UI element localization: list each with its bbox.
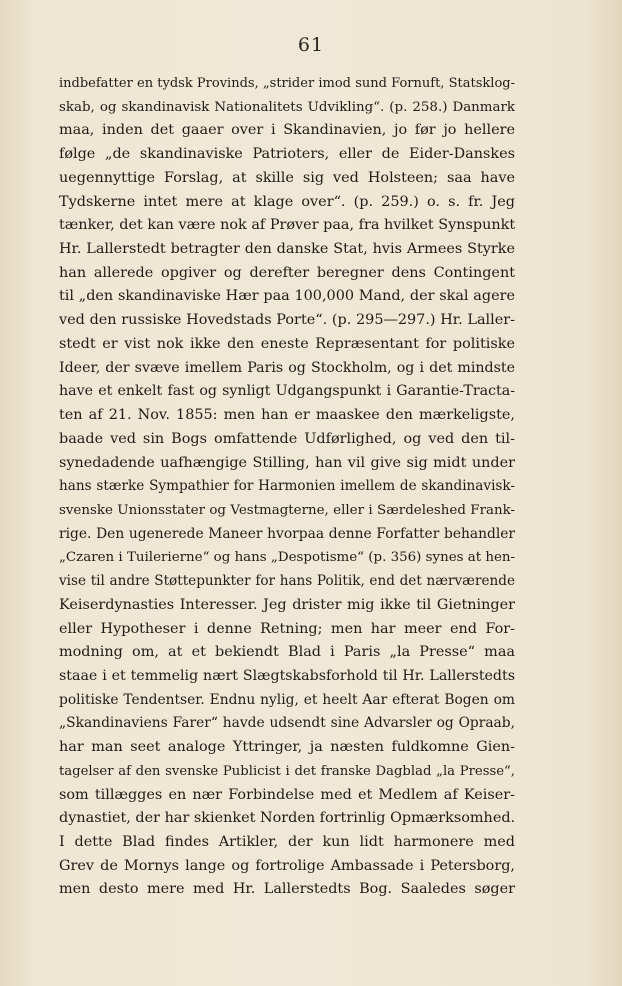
page-number: 61 (297, 34, 325, 56)
text-line: „Czaren i Tuilerierne“ og hans „Despotisme“ (p. 356) synes at hen- (59, 550, 515, 566)
text-line: svenske Unionsstater og Vestmagterne, eller i Særdeleshed Frank- (59, 502, 515, 518)
text-line: politiske Tendentser. Endnu nylig, et heelt Aar efterat Bogen om (59, 691, 515, 708)
text-line: tagelser af den svenske Publicist i det franske Dagblad „la Presse“, (59, 763, 515, 779)
text-line: Ideer, der svæve imellem Paris og Stockholm, og i det mindste (59, 359, 515, 376)
text-line: Hr. Lallerstedt betragter den danske Stat, hvis Armees Styrke (59, 241, 515, 258)
text-line: Tydskerne intet mere at klage over“. (p. 259.) o. s. fr. Jeg (59, 193, 515, 210)
text-line: baade ved sin Bogs omfattende Udførlighed, og ved den til- (59, 430, 515, 447)
text-line: have et enkelt fast og synligt Udgangspunkt i Garantie-Tracta- (59, 383, 515, 400)
text-line: maa, inden det gaaer over i Skandinavien, jo før jo hellere (59, 122, 515, 139)
text-line: rige. Den ugenerede Maneer hvorpaa denne Forfatter behandler (59, 525, 515, 542)
text-line: I dette Blad findes Artikler, der kun lidt harmonere med (59, 834, 515, 850)
text-line: ten af 21. Nov. 1855: men han er maaskee den mærkeligste, (59, 407, 515, 424)
text-line: dynastiet, der har skienket Norden fortrinlig Opmærksomhed. (59, 810, 515, 827)
text-line: til „den skandinaviske Hær paa 100,000 Mand, der skal agere (59, 288, 515, 305)
text-line: vise til andre Støttepunkter for hans Politik, end det nærværende (59, 573, 515, 590)
text-line: ved den russiske Hovedstads Porte“. (p. 295—297.) Hr. Laller- (59, 312, 515, 329)
text-line: tænker, det kan være nok af Prøver paa, fra hvilket Synspunkt (59, 217, 515, 234)
text-line: indbefatter en tydsk Provinds, „strider imod sund Fornuft, Statsklog- (59, 76, 515, 91)
text-line: staae i et temmelig nært Slægtskabsforhold til Hr. Lallerstedts (59, 667, 515, 684)
text-line: har man seet analoge Yttringer, ja næsten fuldkomne Gien- (59, 739, 515, 756)
text-line: synedadende uafhængige Stilling, han vil give sig midt under (59, 454, 515, 471)
text-line: modning om, at et bekiendt Blad i Paris „la Presse“ maa (59, 644, 515, 661)
text-line: „Skandinaviens Farer“ havde udsendt sine Advarsler og Opraab, (59, 715, 515, 732)
text-line: Grev de Mornys lange og fortrolige Ambassade i Petersborg, (59, 857, 515, 874)
body-text (59, 72, 515, 902)
text-line: hans stærke Sympathier for Harmonien imellem de skandinavisk- (59, 478, 515, 495)
text-line: uegennyttige Forslag, at skille sig ved Holsteen; saa have (59, 169, 515, 186)
text-line: følge „de skandinaviske Patrioters, eller de Eider-Danskes (59, 146, 515, 163)
text-line: skab, og skandinavisk Nationalitets Udvikling“. (p. 258.) Danmark (59, 99, 515, 115)
text-line: han allerede opgiver og derefter beregner dens Contingent (59, 264, 515, 281)
text-line: som tillægges en nær Forbindelse med et Medlem af Keiser- (59, 786, 515, 803)
text-line: Keiserdynasties Interesser. Jeg drister mig ikke til Gietninger (59, 596, 515, 613)
text-line: eller Hypotheser i denne Retning; men har meer end For- (59, 620, 515, 637)
text-line: men desto mere med Hr. Lallerstedts Bog. Saaledes søger (59, 881, 515, 898)
text-line: stedt er vist nok ikke den eneste Repræsentant for politiske (59, 335, 515, 352)
